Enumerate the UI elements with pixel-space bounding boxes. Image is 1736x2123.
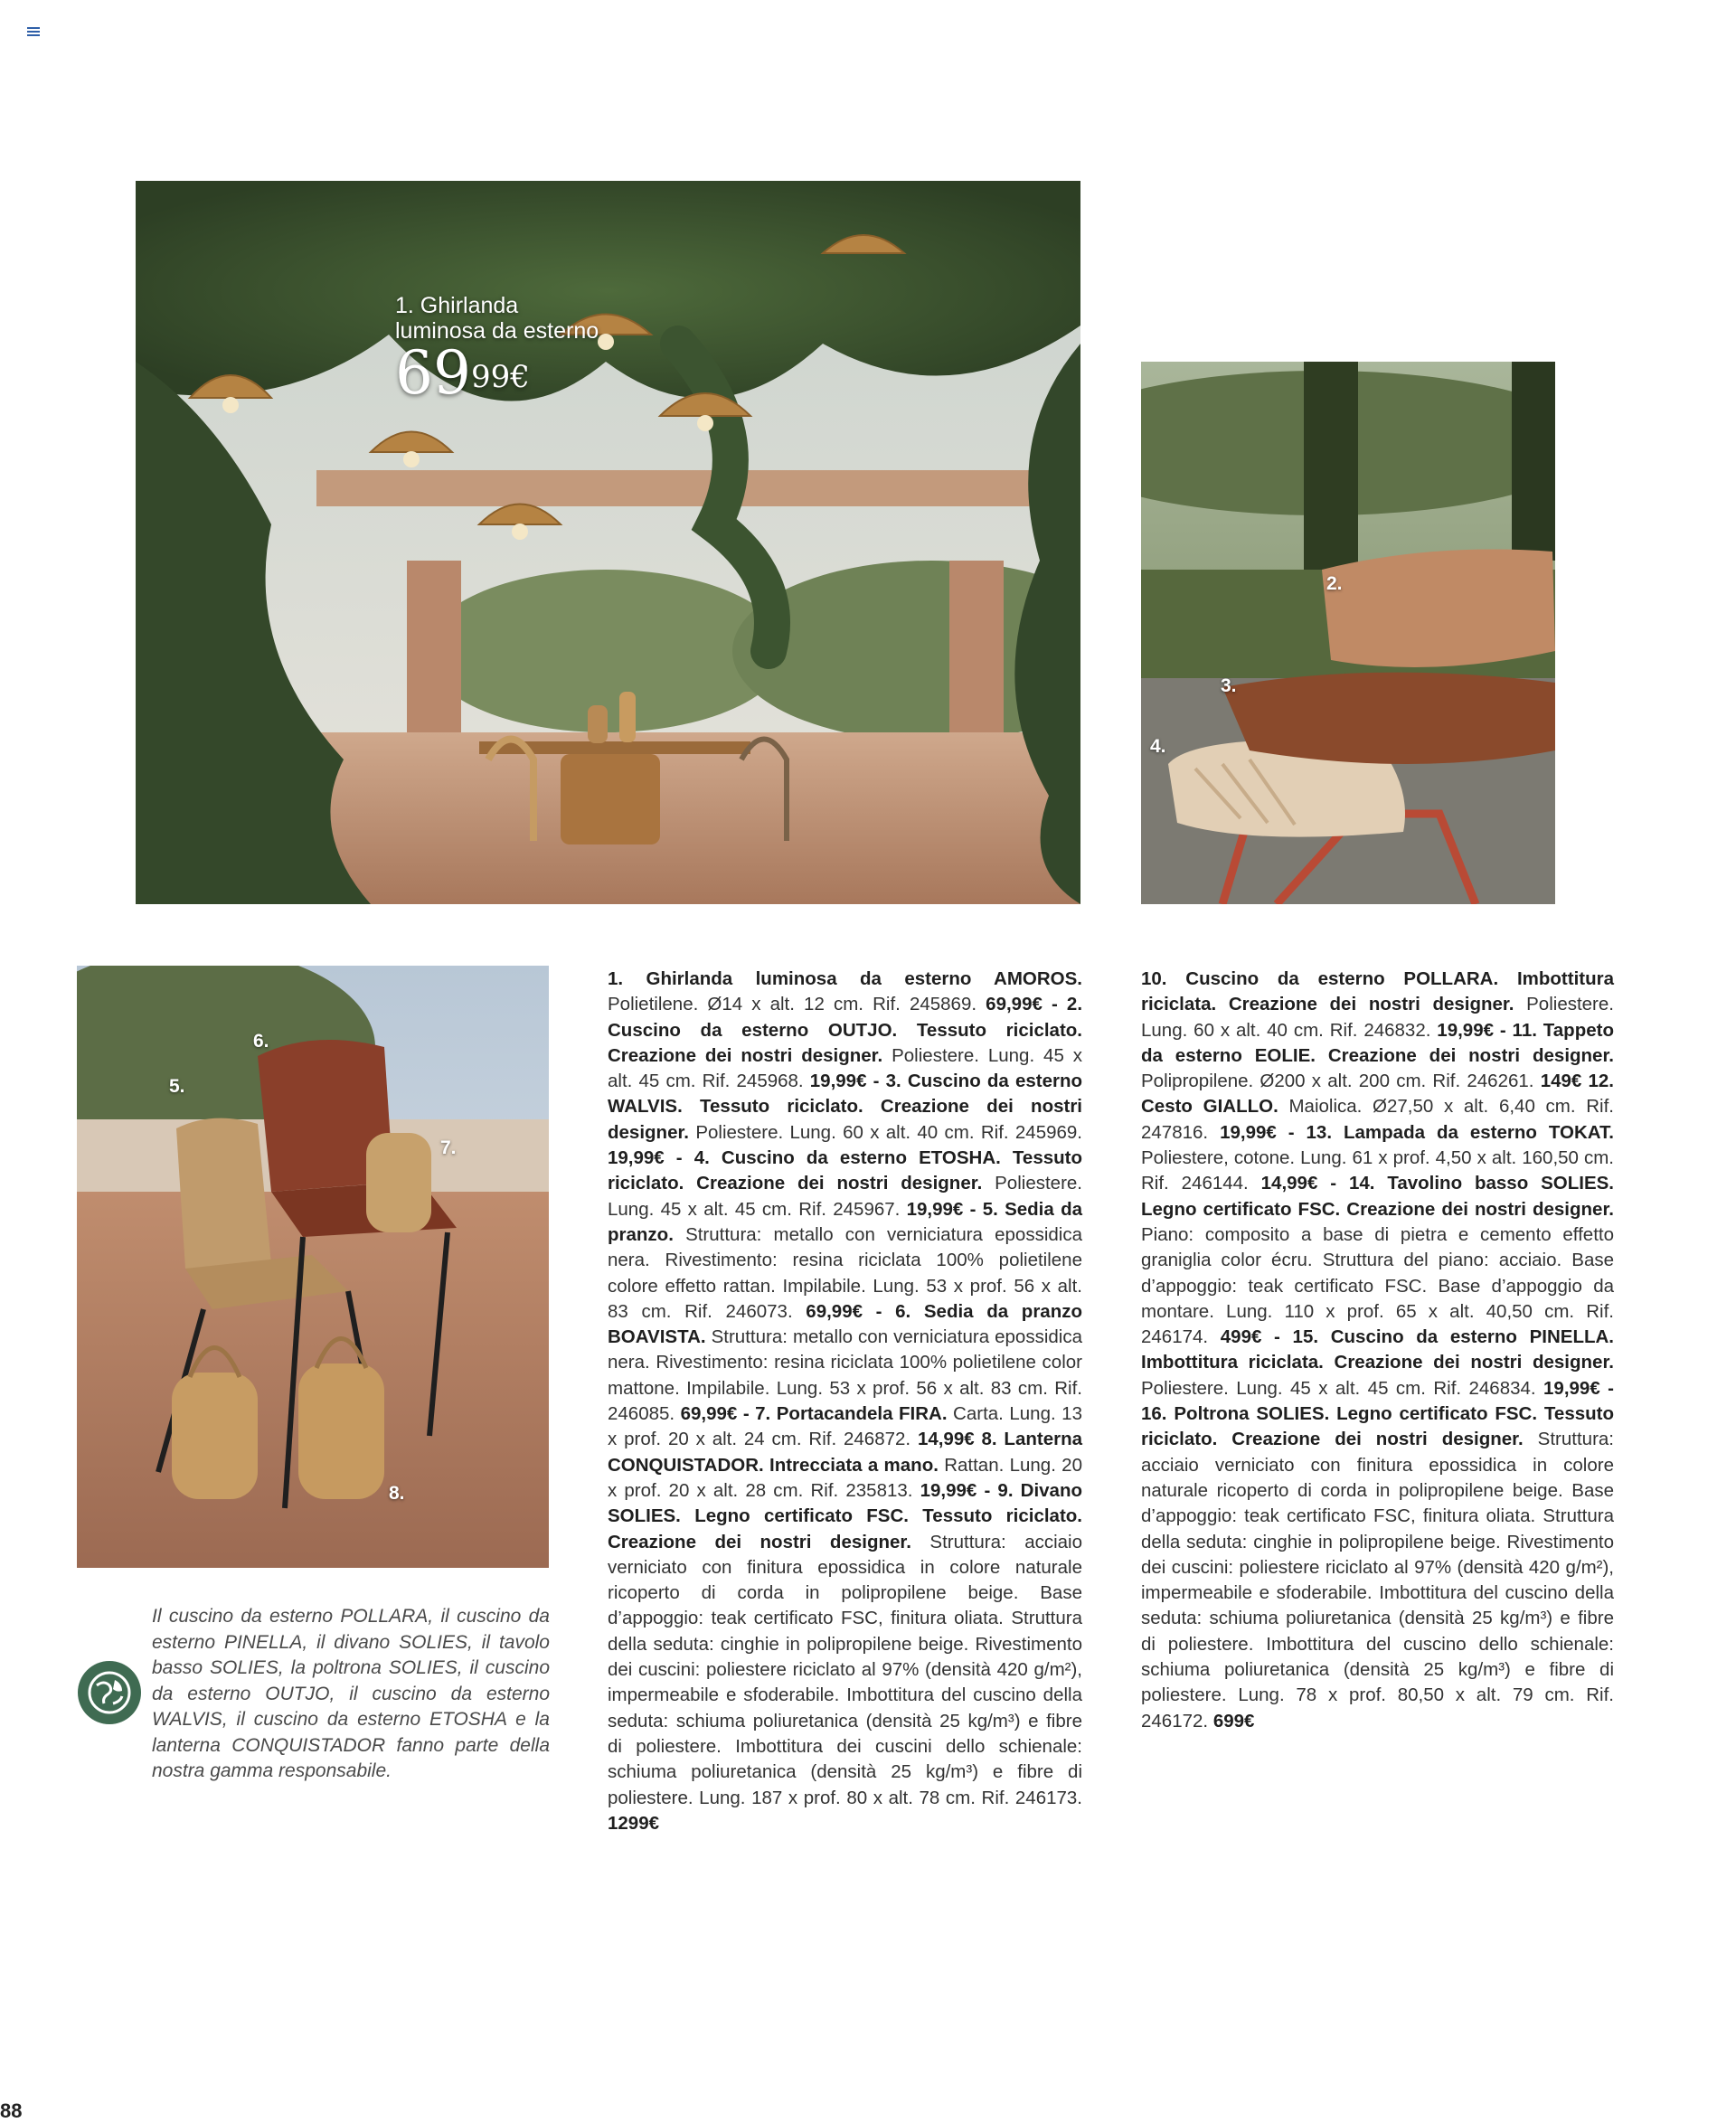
globe-leaf-graphic <box>77 1660 142 1725</box>
product-details: Polietilene. Ø14 x alt. 12 cm. Rif. 245869. <box>608 994 986 1015</box>
product-heading: 69,99€ - 6. Sedia da pranzo BOAVISTA. <box>608 1300 1082 1348</box>
chairs-scene <box>77 966 549 1568</box>
product-details: Poliestere. Lung. 45 x alt. 45 cm. Rif. 245968. <box>608 1044 1082 1092</box>
callout-4: 4. <box>1150 736 1166 757</box>
product-heading: 69,99€ - 7. Portacandela FIRA. <box>680 1403 948 1425</box>
callout-6: 6. <box>253 1031 269 1052</box>
product-details: Struttura: metallo con verniciatura epossidica nera. Rivestimento: resina riciclata 100% polietilene colore effetto rattan. Impilabile. Lung. 53 x prof. 56 x alt. 83 cm. Rif. 246073. <box>608 1223 1082 1322</box>
product-details: Struttura: acciaio verniciato con finitura epossidica in colore naturale ricoperto di corda in polipropilene beige. Base d’appoggio: teak certificato FSC, finitura oliata. Struttura della seduta: cinghie in polipropilene beige. Rivestimento dei cuscini: poliestere riciclato al 97% (densità 420 g/m²), impermeabile e sfoderabile. Imbottitura del cuscino della seduta: schiuma poliuretanica (densità 25 kg/m³) e fibre di poliestere. Imbottitura del cuscino dello schienale: schiuma poliuretanica (densità 25 kg/m³) e fibre di poliestere. Lung. 78 x prof. 80,50 x alt. 79 cm. Rif. 246172. <box>1141 1429 1614 1731</box>
product-heading: 14,99€ 8. Lanterna CONQUISTADOR. Intrecciata a mano. <box>608 1429 1082 1476</box>
garland-caption-line1: 1. Ghirlanda <box>395 293 519 318</box>
globe-leaf-icon <box>77 1660 142 1725</box>
product-heading: 1299€ <box>608 1812 660 1834</box>
cushions-photo <box>1141 362 1555 904</box>
product-details: Poliestere. Lung. 45 x alt. 45 cm. Rif. 246834. <box>1141 1377 1544 1399</box>
product-details: Piano: composito a base di pietra e cemento effetto graniglia color écru. Struttura del piano: acciaio. Base d’appoggio: teak certificato FSC. Base d’appoggio da montare. Lung. 110 x prof. 65 x alt. 40,50 cm. Rif. 246174. <box>1141 1223 1614 1348</box>
price-decimal: 99€ <box>470 359 530 395</box>
product-details: Rattan. Lung. 20 x prof. 20 x alt. 28 cm. Rif. 235813. <box>608 1454 1082 1501</box>
callout-5: 5. <box>169 1076 185 1097</box>
callout-3: 3. <box>1221 675 1237 696</box>
product-heading: 499€ - 15. Cuscino da esterno PINELLA. Imbottitura riciclata. Creazione dei nostri designer. <box>1141 1326 1614 1373</box>
garland-caption-line2: luminosa da esterno <box>395 318 599 344</box>
product-description-column-middle <box>608 967 1082 1836</box>
chairs-photo <box>77 966 549 1568</box>
cushions-scene <box>1141 362 1555 904</box>
callout-8: 8. <box>389 1483 405 1504</box>
product-heading: 19,99€ - 5. Sedia da pranzo. <box>608 1198 1082 1245</box>
product-details: Poliestere, cotone. Lung. 61 x prof. 4,50 x alt. 160,50 cm. Rif. 246144. <box>1141 1147 1614 1194</box>
callout-7: 7. <box>440 1137 457 1158</box>
product-details: Maiolica. Ø27,50 x alt. 6,40 cm. Rif. 247816. <box>1141 1096 1614 1143</box>
product-details: Poliestere. Lung. 60 x alt. 40 cm. Rif. 246832. <box>1141 994 1614 1041</box>
menu-icon[interactable] <box>27 27 40 36</box>
product-heading: 1. Ghirlanda luminosa da esterno AMOROS. <box>608 968 1082 989</box>
product-details: Poliestere. Lung. 60 x alt. 40 cm. Rif. 245969. <box>689 1121 1082 1143</box>
product-details: Struttura: metallo con verniciatura epossidica nera. Rivestimento: resina riciclata 100% polietilene color mattone. Impilabile. Lung. 53 x prof. 56 x alt. 83 cm. Rif. 246085. <box>608 1326 1082 1425</box>
product-heading: 149€ 12. Cesto GIALLO. <box>1141 1071 1614 1118</box>
product-heading: 69,99€ - 2. Cuscino da esterno OUTJO. Tessuto riciclato. Creazione dei nostri designer. <box>608 994 1083 1066</box>
product-details: Polipropilene. Ø200 x alt. 200 cm. Rif. 246261. <box>1141 1071 1541 1092</box>
price-integer: 69 <box>395 338 471 408</box>
product-heading: 19,99€ - 9. Divano SOLIES. Legno certificato FSC. Tessuto riciclato. Creazione dei nostri designer. <box>608 1479 1082 1552</box>
product-description-column-right <box>1141 967 1614 1734</box>
product-heading: 699€ <box>1212 1710 1255 1731</box>
product-heading: 19,99€ - 3. Cuscino da esterno WALVIS. Tessuto riciclato. Creazione dei nostri designer. <box>608 1071 1082 1143</box>
product-details: Struttura: acciaio verniciato con finitura epossidica in colore naturale ricoperto di corda in polipropilene beige. Base d’appoggio: teak certificato FSC, finitura oliata. Struttura della seduta: cinghie in polipropilene beige. Rivestimento dei cuscini: poliestere riciclato al 97% (densità 420 g/m²), impermeabile e sfoderabile. Imbottitura del cuscino della seduta: schiuma poliuretanica (densità 25 kg/m³) e fibre di poliestere. Imbottitura dei cuscini dello schienale: schiuma poliuretanica (densità 25 kg/m³) e fibre di poliestere. Lung. 187 x prof. 80 x alt. 78 cm. Rif. 246173. <box>608 1531 1083 1808</box>
garland-caption <box>395 293 630 344</box>
callout-2: 2. <box>1326 573 1343 594</box>
product-heading: 19,99€ - 13. Lampada da esterno TOKAT. <box>1220 1121 1614 1143</box>
garland-price <box>395 338 530 408</box>
product-details: Carta. Lung. 13 x prof. 20 x alt. 24 cm. Rif. 246872. <box>608 1403 1082 1450</box>
product-heading: 19,99€ - 11. Tappeto da esterno EOLIE. Creazione dei nostri designer. <box>1141 1019 1614 1066</box>
page-number: 88 <box>0 2099 23 2122</box>
product-heading: 10. Cuscino da esterno POLLARA. Imbottitura riciclata. Creazione dei nostri designer. <box>1141 968 1614 1015</box>
garland-photo <box>136 181 1080 904</box>
product-details: Poliestere. Lung. 45 x alt. 45 cm. Rif. 245967. <box>608 1173 1082 1220</box>
product-heading: 19,99€ - 4. Cuscino da esterno ETOSHA. Tessuto riciclato. Creazione dei nostri designer. <box>608 1147 1082 1194</box>
product-heading: 19,99€ - 16. Poltrona SOLIES. Legno certificato FSC. Tessuto riciclato. Creazione dei nostri designer. <box>1141 1377 1614 1450</box>
garland-scene <box>136 181 1080 904</box>
product-heading: 14,99€ - 14. Tavolino basso SOLIES. Legno certificato FSC. Creazione dei nostri designer. <box>1141 1173 1614 1220</box>
responsible-range-note: Il cuscino da esterno POLLARA, il cuscino da esterno PINELLA, il divano SOLIES, il tavolo basso SOLIES, la poltrona SOLIES, il cuscino da esterno OUTJO, il cuscino da esterno WALVIS, il cuscino da esterno ETOSHA e la lanterna CONQUISTADOR fanno parte della nostra gamma responsabile. <box>152 1606 550 1781</box>
